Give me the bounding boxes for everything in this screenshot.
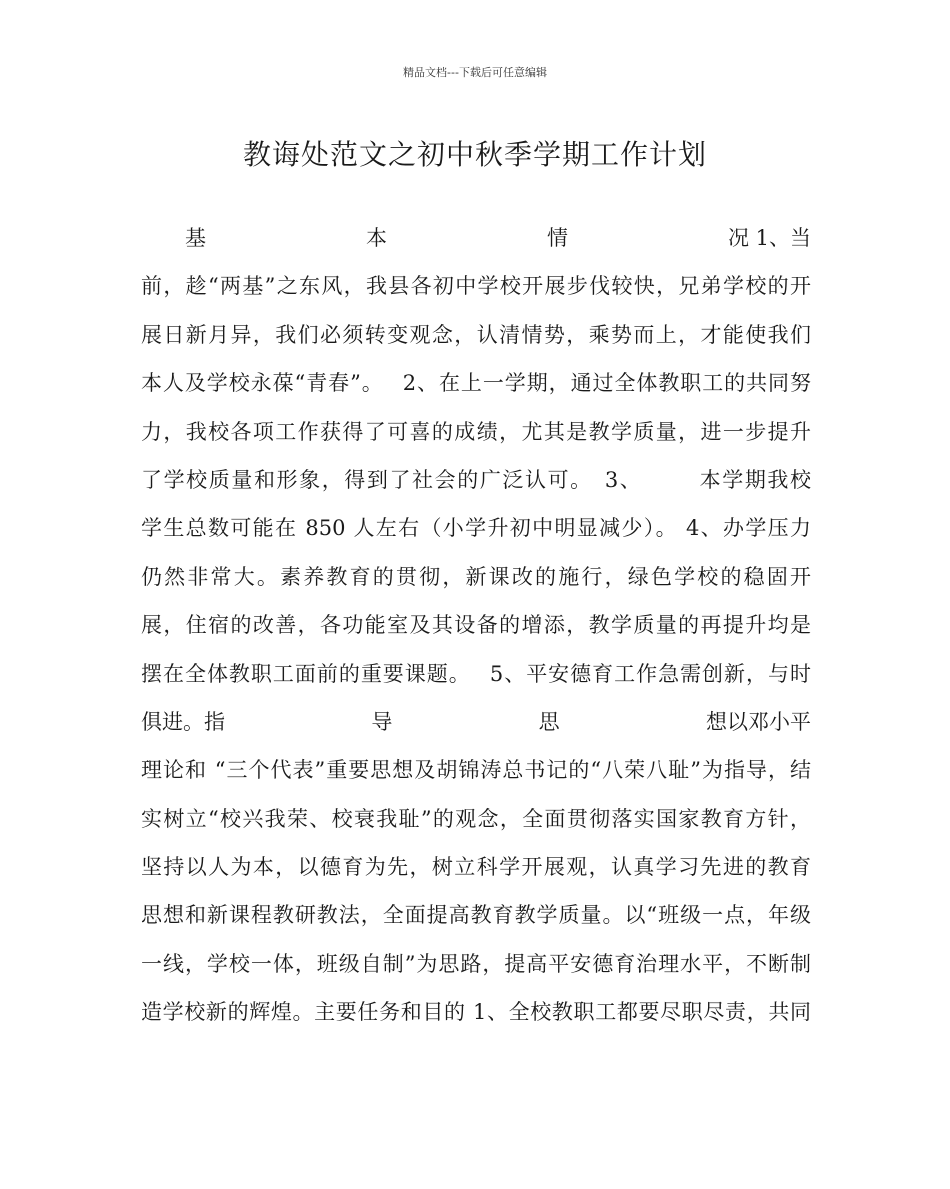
document-body bbox=[141, 218, 811, 1041]
body-line-6: 了学校质量和形象，得到了社会的广泛认可。 3、 本学期我校 bbox=[141, 467, 811, 492]
document-title: 教诲处范文之初中秋季学期工作计划 bbox=[242, 138, 707, 171]
body-line-11-part-2: 导 bbox=[371, 709, 393, 734]
body-line-13: 实树立“校兴我荣、校衰我耻”的观念，全面贯彻落实国家教育方针， bbox=[141, 806, 811, 831]
body-line-9: 展，住宿的改善，各功能室及其设备的增添，教学质量的再提升均是 bbox=[141, 613, 811, 638]
body-line-10: 摆在全体教职工面前的重要课题。 5、平安德育工作急需创新，与时 bbox=[141, 661, 811, 686]
body-line-8: 仍然非常大。素养教育的贯彻，新课改的施行，绿色学校的稳固开 bbox=[141, 564, 811, 589]
body-line-1-part-1: 基 bbox=[185, 226, 206, 250]
body-line-2: 前，趁“两基”之东风，我县各初中学校开展步伐较快，兄弟学校的开 bbox=[141, 274, 811, 299]
body-line-7: 学生总数可能在 850 人左右（小学升初中明显减少）。 4、办学压力 bbox=[141, 516, 811, 541]
body-line-4: 本人及学校永葆“青春”。 2、在上一学期，通过全体教职工的共同努 bbox=[141, 371, 811, 396]
body-line-16: 一线，学校一体，班级自制”为思路，提高平安德育治理水平，不断制 bbox=[141, 951, 811, 976]
body-line-11 bbox=[141, 702, 811, 750]
body-line-1-part-3: 情 bbox=[546, 226, 568, 250]
header-note: 精品文档---下载后可任意编辑 bbox=[403, 66, 547, 79]
body-line-1-part-4: 况 1、当 bbox=[727, 226, 811, 250]
body-line-1 bbox=[141, 218, 811, 266]
body-line-11-part-1: 俱进。指 bbox=[141, 709, 225, 734]
body-line-11-part-4: 想以邓小平 bbox=[705, 709, 811, 734]
body-line-12: 理论和 “三个代表”重要思想及胡锦涛总书记的“八荣八耻”为指导，结 bbox=[141, 758, 811, 783]
body-line-17: 造学校新的辉煌。主要任务和目的 1、全校教职工都要尽职尽责，共同 bbox=[141, 1000, 811, 1025]
body-line-15: 思想和新课程教研教法，全面提高教育教学质量。以“班级一点，年级 bbox=[141, 903, 811, 928]
body-line-3: 展日新月异，我们必须转变观念，认清情势，乘势而上，才能使我们 bbox=[141, 322, 811, 347]
body-line-1-part-2: 本 bbox=[365, 226, 387, 250]
body-line-5: 力，我校各项工作获得了可喜的成绩，尤其是教学质量，进一步提升 bbox=[141, 419, 811, 444]
body-line-14: 坚持以人为本，以德育为先，树立科学开展观，认真学习先进的教育 bbox=[141, 855, 811, 880]
body-line-11-part-3: 思 bbox=[538, 709, 560, 734]
